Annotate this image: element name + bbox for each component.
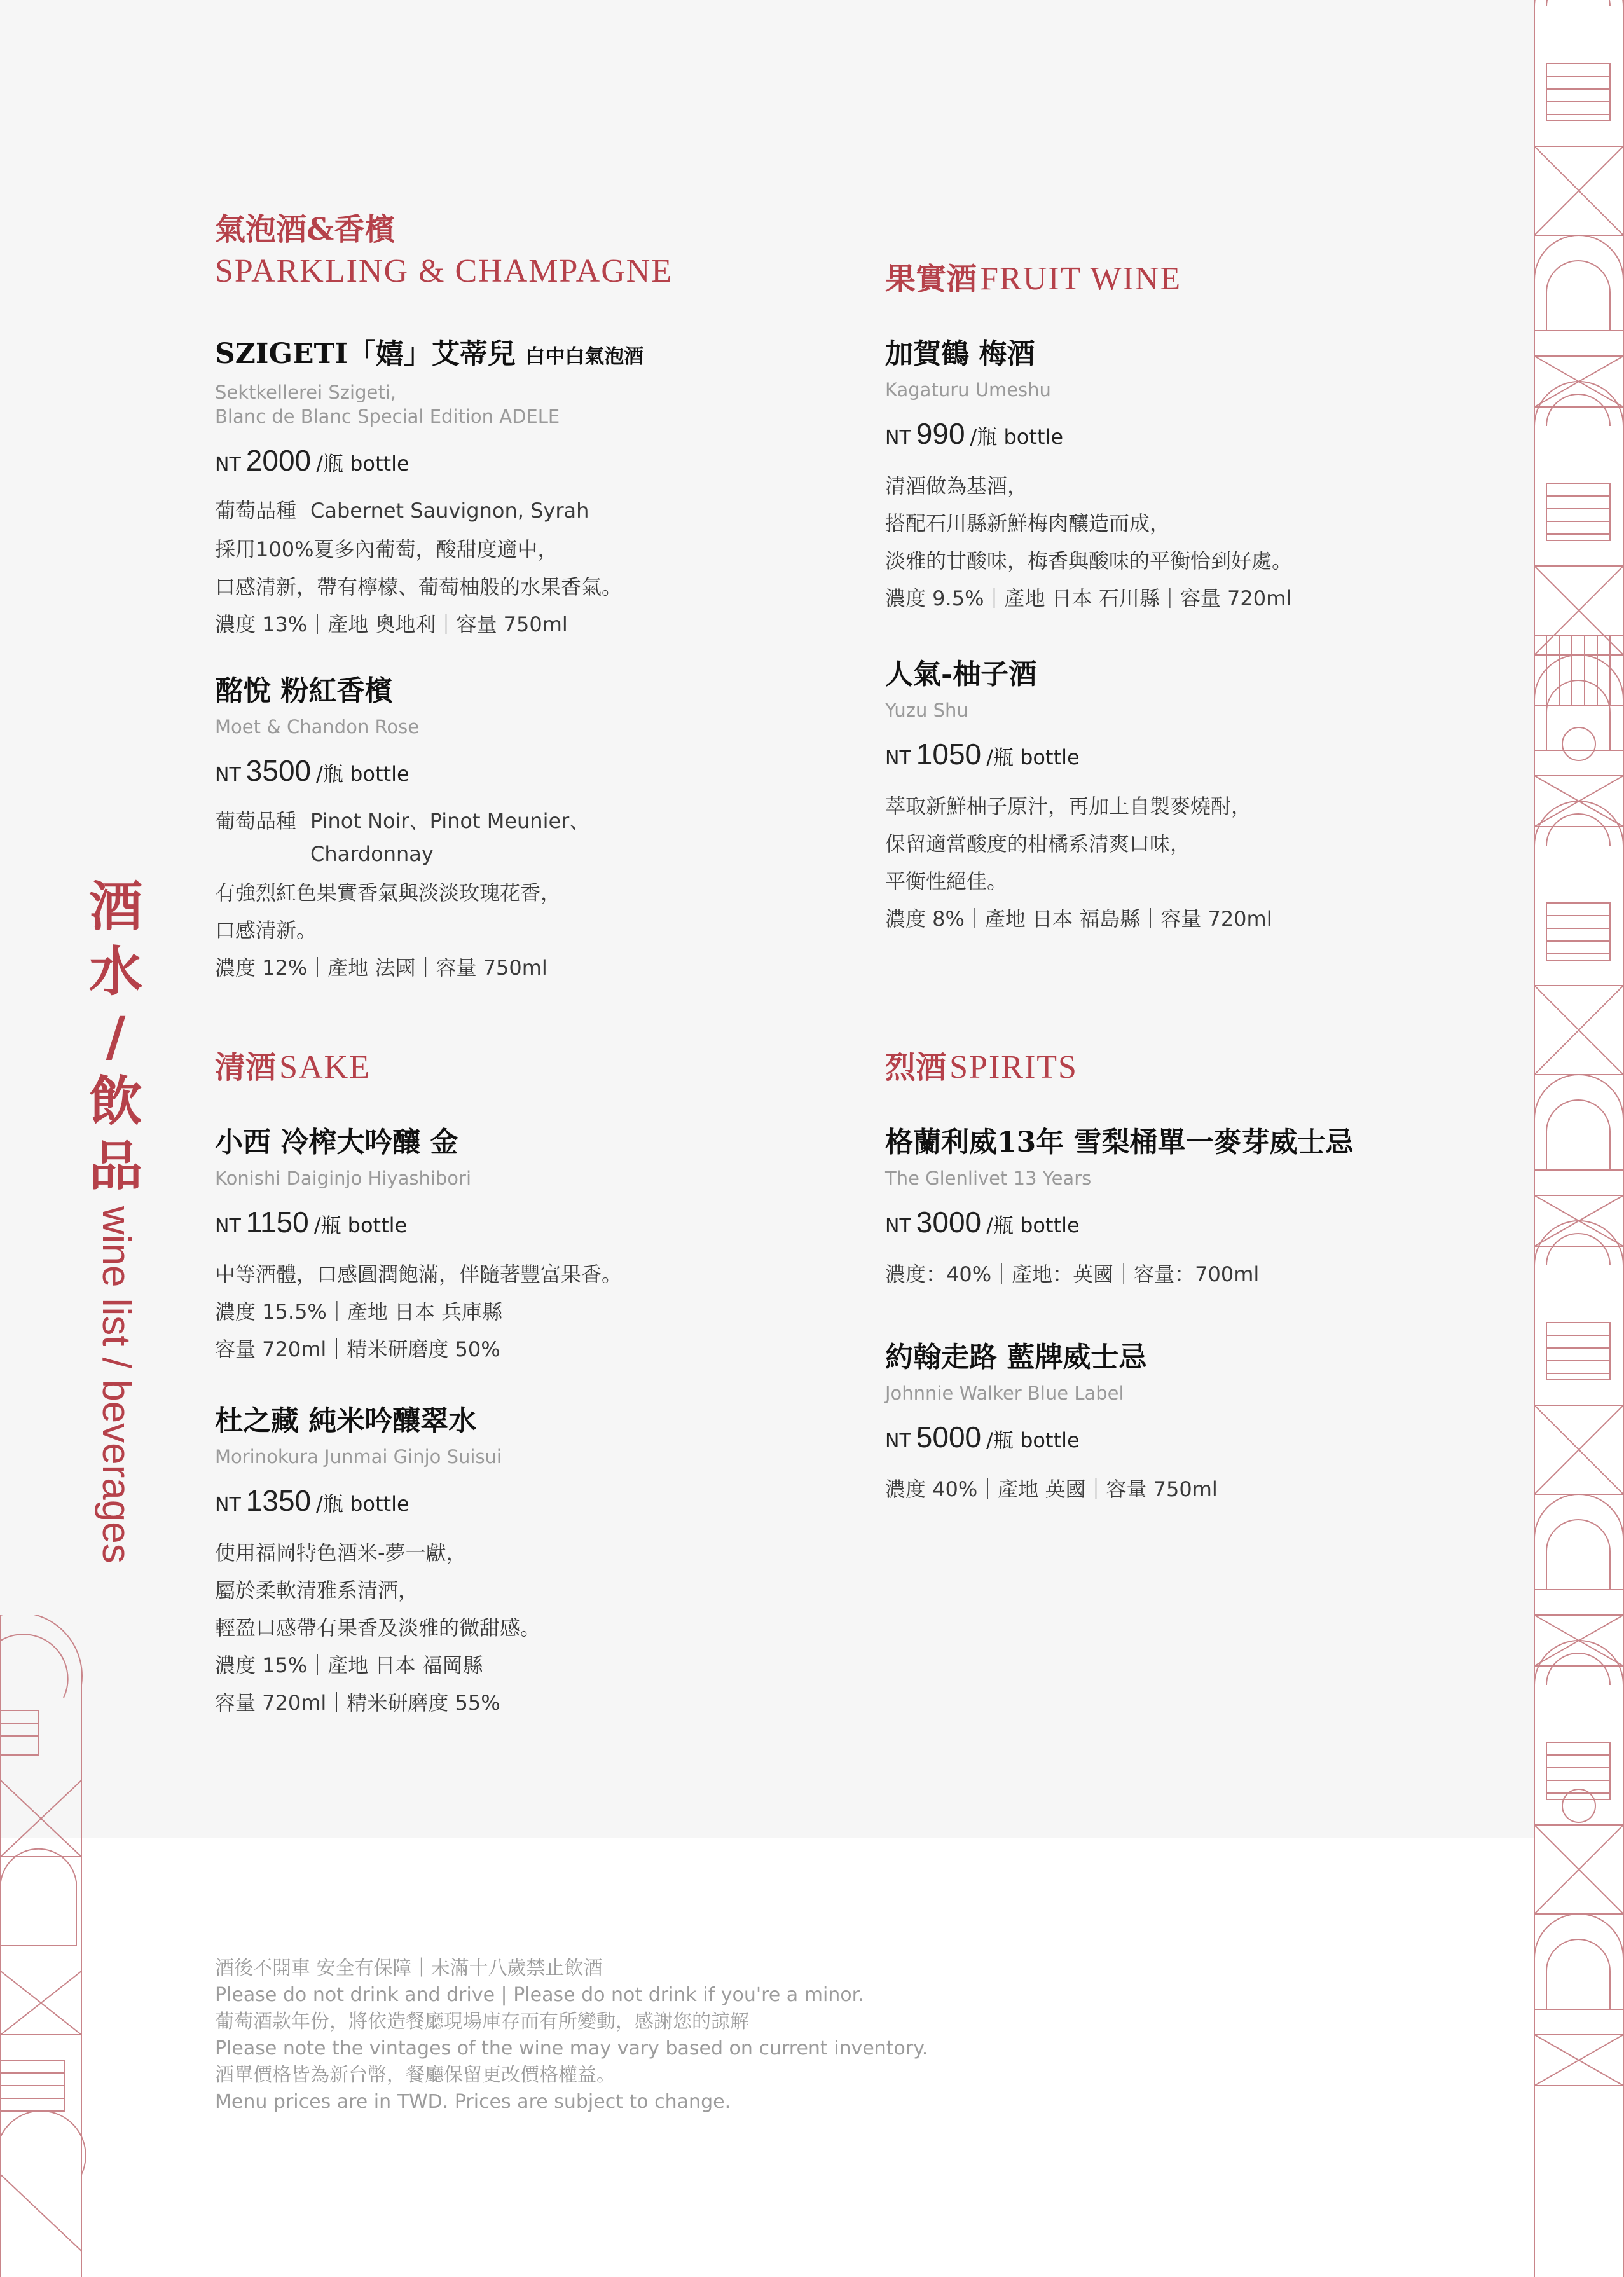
side-title-english: wine list / beverages — [94, 1206, 138, 1564]
item-description: 濃度：40%｜產地：英國｜容量：700ml — [885, 1262, 1260, 1286]
item-english-name: Moet & Chandon Rose — [215, 716, 420, 738]
item-description: 葡萄品種 Cabernet Sauvignon, Syrah 採用100%夏多內葡萄，酸甜度適中， 口感清新，帶有檸檬、葡萄柚般的水果香氣。 濃度 13%｜產地 奧地利｜容量 750ml — [215, 494, 838, 643]
item-price: NT 3500 /瓶 bottle — [215, 754, 409, 787]
item-description: 清酒做為基酒， 搭配石川縣新鮮梅肉釀造而成， 淡雅的甘酸味，梅香與酸味的平衡恰到好處。 濃度 9.5%｜產地 日本 石川縣｜容量 720ml — [885, 474, 1293, 610]
menu-item — [215, 336, 838, 643]
item-price: NT 1150 /瓶 bottle — [215, 1206, 408, 1239]
item-english-name: Yuzu Shu — [885, 699, 968, 721]
section-sparkling — [215, 209, 673, 980]
item-price: NT 990 /瓶 bottle — [885, 417, 1064, 450]
item-name: SZIGETI「嬉」艾蒂兒 白中白氣泡酒 — [215, 338, 644, 370]
menu-item — [885, 336, 1508, 617]
section-title: 果實酒 FRUIT WINE — [885, 261, 1182, 297]
section-title: 清酒 SAKE — [215, 1049, 371, 1085]
section-sake — [215, 1047, 623, 1715]
item-name: 約翰走路 藍牌威士忌 — [885, 1341, 1147, 1373]
item-price: NT 1050 /瓶 bottle — [885, 738, 1080, 771]
section-fruit-wine — [885, 258, 1293, 931]
decorative-pattern-right — [1534, 0, 1624, 2277]
item-english-name: Kagaturu Umeshu — [885, 379, 1051, 401]
item-description: 葡萄品種 Pinot Noir、Pinot Meunier、 Chardonnay 有強烈紅色果實香氣與淡淡玫瑰花香， 口感清新。 濃度 12%｜產地 法國｜容量 750ml — [215, 804, 838, 987]
menu-item — [885, 1124, 1508, 1293]
item-name: 人氣-柚子酒 — [885, 658, 1037, 691]
item-english-name: The Glenlivet 13 Years — [885, 1167, 1092, 1189]
menu-item — [215, 673, 838, 987]
item-name: 酩悅 粉紅香檳 — [215, 675, 393, 707]
footer-notice: 酒後不開車 安全有保障｜未滿十八歲禁止飲酒 Please do not drink and drive | Please do not drink if you're a minor. 葡萄酒款年份，將依造餐廳現場庫存而有所變動，感謝您的諒解 Please note the vintages of the wine may vary based on current inventory. 酒單價格皆為新台幣，餐廳保留更改價格權益。 Menu prices are in TWD. Prices are subject to change. — [215, 1957, 928, 2113]
item-price: NT 5000 /瓶 bottle — [885, 1421, 1080, 1454]
item-english-name: Sektkellerei Szigeti, Blanc de Blanc Special Edition ADELE — [215, 382, 560, 427]
menu-item — [215, 1403, 838, 1722]
item-price: NT 3000 /瓶 bottle — [885, 1206, 1080, 1239]
item-price: NT 1350 /瓶 bottle — [215, 1484, 409, 1517]
grape-variety: 葡萄品種 Pinot Noir、Pinot Meunier、 Chardonnay — [215, 809, 590, 866]
menu-item — [885, 1339, 1508, 1508]
side-title-chinese: 酒 水 / 飲 品 — [88, 875, 142, 1197]
menu-item — [885, 656, 1508, 938]
grape-variety: 葡萄品種 Cabernet Sauvignon, Syrah — [215, 499, 589, 523]
item-description: 中等酒體，口感圓潤飽滿，伴隨著豐富果香。 濃度 15.5%｜產地 日本 兵庫縣 容量 720ml｜精米研磨度 50% — [215, 1262, 623, 1361]
side-title — [78, 874, 154, 1564]
section-title: 烈酒 SPIRITS — [885, 1049, 1078, 1085]
section-spirits — [885, 1047, 1354, 1501]
item-english-name: Konishi Daiginjo Hiyashibori — [215, 1167, 472, 1189]
item-price: NT 2000 /瓶 bottle — [215, 444, 409, 477]
menu-item — [215, 1124, 838, 1368]
item-english-name: Johnnie Walker Blue Label — [885, 1382, 1124, 1404]
item-name: 杜之藏 純米吟釀翠水 — [215, 1405, 477, 1437]
item-description: 萃取新鮮柚子原汁，再加上自製麥燒酎， 保留適當酸度的柑橘系清爽口味， 平衡性絕佳。 濃度 8%｜產地 日本 福島縣｜容量 720ml — [885, 794, 1272, 931]
decorative-pattern-left — [0, 1615, 89, 2277]
item-name: 加賀鶴 梅酒 — [885, 338, 1035, 370]
section-title-en: SPARKLING & CHAMPAGNE — [215, 253, 673, 289]
item-english-name: Morinokura Junmai Ginjo Suisui — [215, 1446, 502, 1468]
item-name: 小西 冷榨大吟釀 金 — [215, 1126, 458, 1159]
item-description: 使用福岡特色酒米-夢一獻， 屬於柔軟清雅系清酒， 輕盈口感帶有果香及淡雅的微甜感。 濃度 15%｜產地 日本 福岡縣 容量 720ml｜精米研磨度 55% — [215, 1541, 541, 1715]
section-title-cn: 氣泡酒&香檳 — [215, 212, 396, 247]
item-description: 濃度 40%｜產地 英國｜容量 750ml — [885, 1477, 1218, 1501]
item-name: 格蘭利威13年 雪梨桶單一麥芽威士忌 — [885, 1126, 1354, 1159]
